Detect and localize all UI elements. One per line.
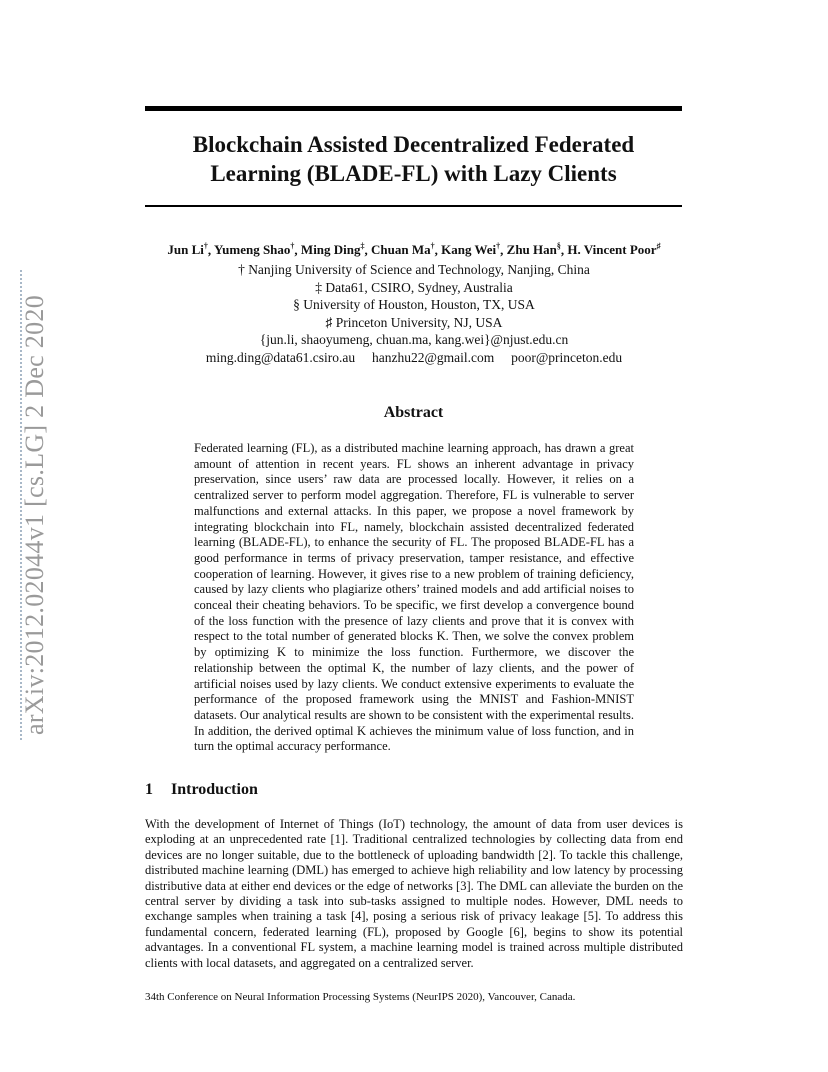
- affiliation: § University of Houston, Houston, TX, USA: [293, 297, 535, 312]
- section-heading: [145, 781, 258, 799]
- affiliation: ♯ Princeton University, NJ, USA: [325, 314, 503, 330]
- section-number: 1: [145, 781, 153, 798]
- arxiv-stamp: arXiv:2012.02044v1 [cs.LG] 2 Dec 2020: [20, 294, 49, 735]
- abstract-heading: Abstract: [383, 404, 444, 421]
- title-line: Blockchain Assisted Decentralized Federated: [192, 132, 635, 157]
- title-line: Learning (BLADE-FL) with Lazy Clients: [210, 161, 617, 186]
- abstract-body: Federated learning (FL), as a distributed machine learning approach, has drawn a great amount of attention in recent years. FL shows an inherent advantage in privacy preservation, since users’ raw data are processed locally. However, it relies on a centralized server to perform model aggregation. Therefore, FL is vulnerable to server malfunctions and external attacks. In this paper, we propose a novel framework by integrating blockchain into FL, namely, blockchain assisted decentralized federated learning (BLADE-FL), to enhance the security of FL. The proposed BLADE-FL has a good performance in terms of privacy preservation, tamper resistance, and effective cooperation of learning. However, it gives rise to a new problem of training deficiency, caused by lazy clients who plagiarize others’ trained models and add artificial noises to conceal their cheating behaviors. To be specific, we first develop a convergence bound of the loss function with the presence of lazy clients and prove that it is convex with respect to the total number of generated blocks K. Then, we solve the convex problem by optimizing K to minimize the loss function. Furthermore, we discover the relationship between the optimal K, the number of lazy clients, and the power of artificial noises used by lazy clients. We conduct extensive experiments to evaluate the performance of the proposed framework using the MNIST and Fashion-MNIST datasets. Our analytical results are shown to be consistent with the experimental results. In addition, the derived optimal K achieves the minimum value of loss function, and in turn the optimal accuracy performance.: [194, 441, 634, 754]
- email-line: ming.ding@data61.csiro.au hanzhu22@gmail.com poor@princeton.edu: [205, 349, 623, 365]
- introduction-body: With the development of Internet of Things (IoT) technology, the amount of data from user devices is exploding at an unprecedented rate [1]. Traditional centralized technologies by collecting data from end devices are no longer suitable, due to the bottleneck of uploading bandwidth [2]. To tackle this challenge, distributed machine learning (DML) has emerged to achieve high reliability and low latency by processing distributive data at either end devices or the edge of networks [3]. The DML can alleviate the burden on the central server by dividing a task into sub-tasks assigned to multiple nodes. However, DML needs to exchange samples when training a task [4], posing a serious risk of privacy leakage [5]. To address this fundamental concern, federated learning (FL), proposed by Google [6], begins to show its potential advantages. In a conventional FL system, a machine learning model is trained across multiple distributed clients with local datasets, and aggregated on a centralized server.: [145, 817, 683, 970]
- author: Ming Ding‡: [300, 242, 365, 258]
- author: Zhu Han§: [506, 242, 561, 258]
- conference-footnote: 34th Conference on Neural Information Processing Systems (NeurIPS 2020), Vancouver, Canada.: [145, 991, 576, 1003]
- email-line: {jun.li, shaoyumeng, chuan.ma, kang.wei}@njust.edu.cn: [259, 332, 569, 347]
- affiliations: [120, 261, 708, 366]
- affiliation: † Nanjing University of Science and Technology, Nanjing, China: [238, 262, 590, 277]
- author: Yumeng Shao†: [213, 242, 295, 258]
- affiliation: ‡ Data61, CSIRO, Sydney, Australia: [315, 279, 513, 295]
- author: Jun Li†: [167, 242, 208, 258]
- author: Kang Wei†: [441, 242, 501, 258]
- title-rule-top: [145, 106, 682, 111]
- paper-title: [145, 130, 682, 188]
- title-rule-bottom: [145, 205, 682, 207]
- author: Chuan Ma†: [371, 242, 435, 258]
- section-title: Introduction: [171, 781, 258, 798]
- author-list: Jun Li†, Yumeng Shao†, Ming Ding‡, Chuan Ma†, Kang Wei†, Zhu Han§, H. Vincent Poor♯: [167, 242, 661, 258]
- author: H. Vincent Poor♯: [567, 242, 661, 258]
